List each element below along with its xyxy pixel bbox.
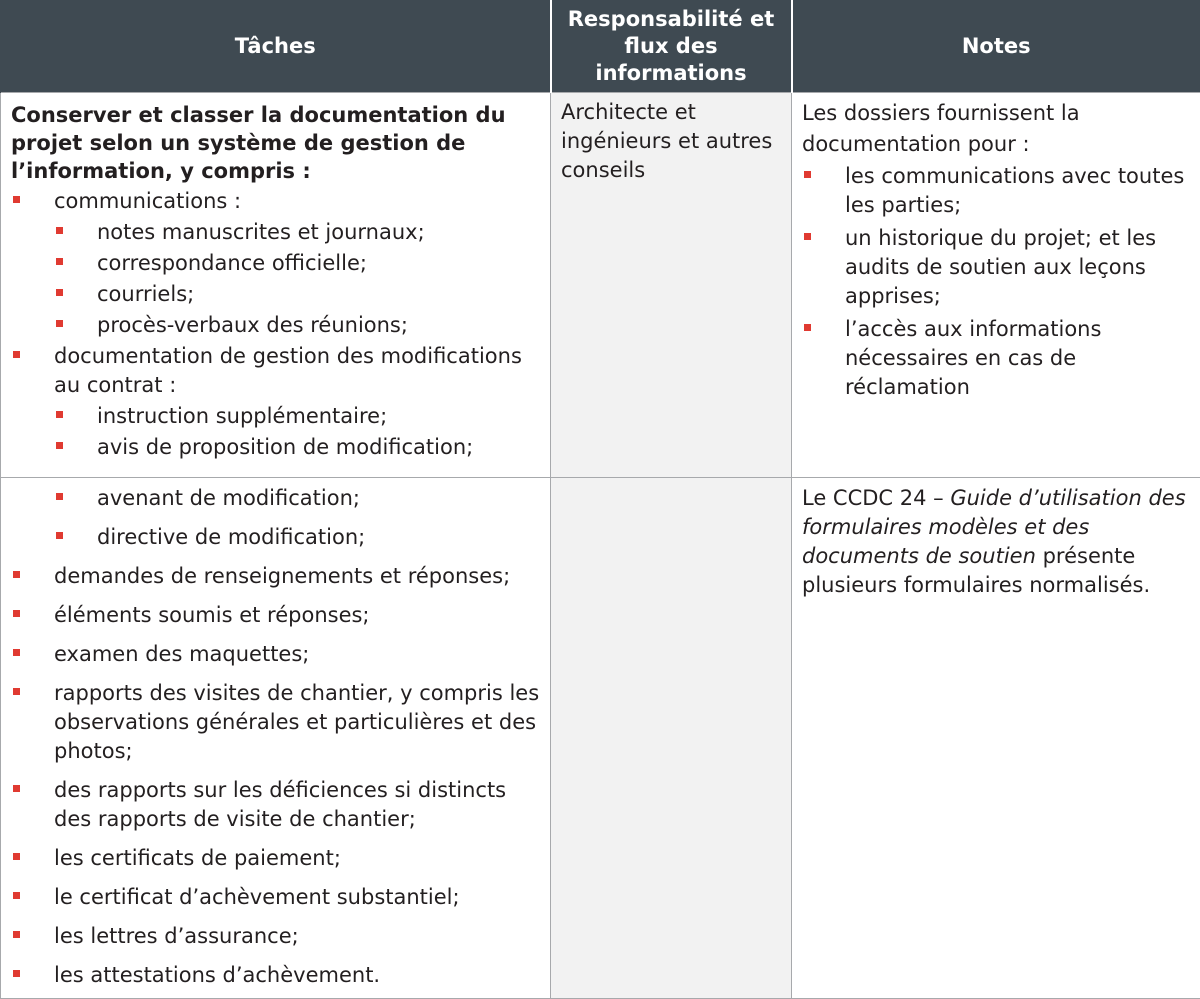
list-item: procès-verbaux des réunions; xyxy=(11,311,540,340)
list-item: un historique du projet; et les audits de soutien aux leçons apprises; xyxy=(802,224,1190,311)
list-item: éléments soumis et réponses; xyxy=(11,601,540,630)
list-item: avenant de modification; xyxy=(11,484,540,513)
list-item: les certificats de paiement; xyxy=(11,844,540,873)
notes-guide-title: Guide d’utilisation des formulaires modèles et des documents de soutien xyxy=(802,486,1186,568)
list-item: communications : xyxy=(11,187,540,216)
notes-list xyxy=(802,162,1190,402)
notes-cell xyxy=(792,478,1200,999)
header-notes: Notes xyxy=(792,0,1200,93)
header-row xyxy=(1,0,1200,93)
list-item: avis de proposition de modification; xyxy=(11,433,540,462)
list-item: des rapports sur les déficiences si distincts des rapports de visite de chantier; xyxy=(11,776,540,834)
list-item: examen des maquettes; xyxy=(11,640,540,669)
list-item: notes manuscrites et journaux; xyxy=(11,218,540,247)
tasks-cell xyxy=(1,478,551,999)
table-row xyxy=(1,93,1200,478)
list-item: correspondance officielle; xyxy=(11,249,540,278)
list-item: les communications avec toutes les parties; xyxy=(802,162,1190,220)
header-tasks: Tâches xyxy=(1,0,551,93)
list-item: rapports des visites de chantier, y compris les observations générales et particulières et des photos; xyxy=(11,679,540,766)
responsibility-cell xyxy=(551,93,792,478)
list-item: le certificat d’achèvement substantiel; xyxy=(11,883,540,912)
list-item: courriels; xyxy=(11,280,540,309)
list-item: demandes de renseignements et réponses; xyxy=(11,562,540,591)
list-item: les lettres d’assurance; xyxy=(11,922,540,951)
list-item: les attestations d’achèvement. xyxy=(11,961,540,990)
list-item: directive de modification; xyxy=(11,523,540,552)
tasks-list xyxy=(11,484,540,990)
notes-text xyxy=(802,484,1190,600)
tasks-list xyxy=(11,187,540,462)
header-responsibility: Responsabilité et flux des informations xyxy=(551,0,792,93)
notes-lead: Les dossiers fournissent la documentation pour : xyxy=(802,98,1190,160)
list-item: documentation de gestion des modifications au contrat : xyxy=(11,342,540,400)
list-item: l’accès aux informations nécessaires en cas de réclamation xyxy=(802,315,1190,402)
responsibility-cell xyxy=(551,478,792,999)
notes-prefix: Le CCDC 24 – xyxy=(802,486,950,510)
responsibility-text: Architecte et ingénieurs et autres conseils xyxy=(561,98,781,185)
tasks-cell xyxy=(1,93,551,478)
tasks-lead: Conserver et classer la documentation du projet selon un système de gestion de l’information, y compris : xyxy=(11,101,540,185)
list-item: instruction supplémentaire; xyxy=(11,402,540,431)
table-row xyxy=(1,478,1200,999)
notes-suffix: présente plusieurs formulaires normalisés. xyxy=(802,544,1150,597)
notes-cell xyxy=(792,93,1200,478)
